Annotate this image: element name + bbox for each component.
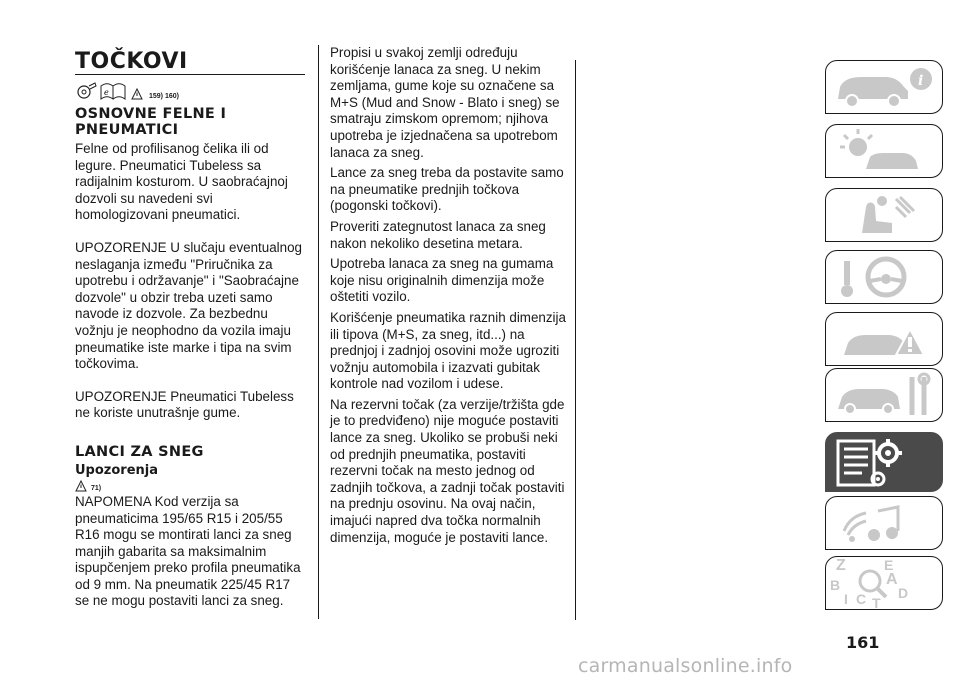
warning-triangle-icon	[75, 480, 87, 492]
dashboard-lights-icon	[826, 125, 944, 179]
index-letter: I	[844, 591, 848, 607]
reference-numbers: 159) 160)	[149, 93, 179, 100]
svg-text:e: e	[104, 88, 109, 97]
svg-text:i: i	[918, 73, 924, 89]
index-letter: E	[884, 557, 894, 573]
book-icon	[99, 82, 129, 100]
watermark: carmanualsonline.info	[578, 655, 793, 677]
reference-numbers: 71)	[91, 484, 102, 492]
paragraph-note: NAPOMENA Kod verzija sa pneumaticima 195/65 R15 i 205/55 R16 mogu se montirati lanci za sneg manjih gabarita sa maksimalnim ispupčenjem preko profila pneumatika od 9 mm. Na pneumatik 225/45 R17 se ne mogu postaviti lanci za sneg.	[75, 493, 301, 609]
car-tools-icon	[826, 369, 944, 423]
sidebar-tab-emergency[interactable]	[825, 312, 943, 366]
page-number: 161	[846, 633, 880, 652]
paragraph: Upotreba lanaca za sneg na gumama koje nisu originalnih dimenzija može oštetiti vozilo.	[330, 256, 554, 305]
key-steering-wheel-icon	[826, 251, 944, 305]
index-letter: D	[898, 585, 909, 601]
wheel-wrench-icon	[75, 82, 97, 100]
index-letter: B	[830, 577, 841, 593]
paragraph-warning: UPOZORENJE Pneumatici Tubeless ne koriste unutrašnje gume.	[75, 388, 294, 421]
sidebar-tab-safety[interactable]	[825, 188, 943, 242]
column-divider	[575, 60, 576, 620]
seat-airbag-icon	[826, 189, 944, 243]
page-title: TOČKOVI	[75, 49, 188, 74]
index-letter: Z	[836, 557, 846, 574]
paragraph: Proveriti zategnutost lanaca za sneg nakon nekoliko desetina metara.	[330, 218, 546, 251]
technical-data-gear-icon	[826, 433, 944, 493]
index-letter: T	[872, 595, 881, 611]
reference-icons-2	[75, 480, 307, 492]
column-right	[330, 45, 568, 546]
paragraph: Na rezervni točak (za verzije/tržišta gde je to predviđeno) nije moguće postaviti lance za sneg. Ukoliko se probuši neki od prednjih pneumatika, postaviti rezervni točak na mesto jednog od zadnjih točkova, a zadnji točak postaviti na prednju osovinu. Na ovaj način, imajući napred dva točka normalnih dimenzija, moguće je postaviti lance.	[330, 396, 565, 545]
title-rule	[75, 74, 305, 75]
sidebar-tab-maintenance[interactable]	[825, 368, 943, 422]
paragraph: Felne od profilisanog čelika ili od legure. Pneumatici Tubeless sa radijalnim kosturom. U saobraćajnoj dozvoli su navedeni svi homologizovani pneumatici.	[75, 141, 288, 223]
warning-triangle-icon	[131, 88, 143, 100]
sidebar-tab-index[interactable]	[825, 556, 943, 610]
car-info-icon	[826, 61, 944, 115]
sidebar-tab-dashboard[interactable]	[825, 124, 943, 178]
paragraph: Propisi u svakoj zemlji određuju korišćenje lanaca za sneg. U nekim zemljama, gume koje su označene sa M+S (Mud and Snow - Blato i sneg) se smatraju zimskom opremom; njihova upotreba je izjednačena sa upotrebom lanaca za sneg.	[330, 45, 560, 160]
sidebar-tab-technical-data[interactable]	[825, 432, 943, 492]
subsection-title: Upozorenja	[75, 462, 159, 478]
paragraph: Lance za sneg treba da postavite samo na pneumatike prednjih točkova (pogonski točkovi).	[330, 165, 564, 214]
section-title-snow-chains: LANCI ZA SNEG	[75, 443, 204, 460]
multimedia-icon	[826, 497, 944, 551]
section-title-wheels: OSNOVNE FELNE I PNEUMATICI	[75, 106, 227, 138]
index-letter: A	[886, 571, 898, 588]
sidebar-tab-car-info[interactable]	[825, 60, 943, 114]
paragraph-warning: UPOZORENJE U slučaju eventualnog neslaganja između "Priručnika za upotrebu i održavanje" i "Saobraćajne dozvole" u obzir treba uzeti samo navode iz dozvole. Za bezbednu vožnju je neophodno da vozila imaju pneumatike iste marke i tipa na svim točkovima.	[75, 239, 302, 372]
column-divider	[318, 45, 319, 619]
reference-icons-1	[75, 82, 179, 100]
car-warning-icon	[826, 313, 944, 367]
index-letter: C	[856, 591, 867, 607]
sidebar-tab-starting-driving[interactable]	[825, 250, 943, 304]
column-left	[75, 106, 307, 610]
paragraph: Korišćenje pneumatika raznih dimenzija ili tipova (M+S, za sneg, itd...) na prednjoj i zadnjoj osovini može ugroziti vožnju automobila i izazvati gubitak kontrole nad vozilom i udese.	[330, 309, 566, 392]
sidebar-tab-multimedia[interactable]	[825, 496, 943, 550]
